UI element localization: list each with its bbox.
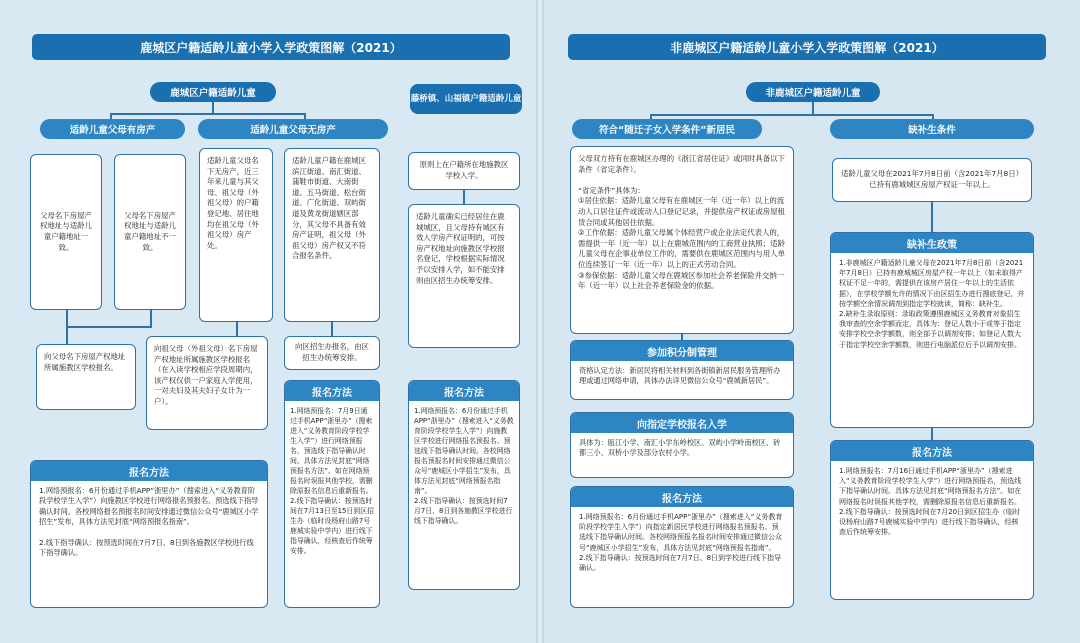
- no-house-label: 适龄儿童父母无房产: [198, 119, 388, 139]
- method-section-middle: [284, 380, 380, 608]
- method-text-migrant: 1.网络预报名：6月份通过手机APP“浙里办”（搜索进入“义务教育阶段学校学生入学”）向指定新居民学校进行网络报名预报名、预选线下指导确认时间。各校网络预报名报名时间安排通过微信公众号“鹿城区小学招生”发布，具体方法见封底“网络预报名指南”。 2.线下指导确认：按预选时间在7月7日、8日到学校进行线下指导确认。: [579, 513, 783, 573]
- school-text: 具体为：瓯江小学、南汇小学东岭校区、双屿小学岭南校区、砖都三小、双桥小学及部分农村小学。: [579, 438, 781, 458]
- right-page: [540, 0, 1080, 643]
- box-town-city-live: 适龄儿童确实已经居住在鹿城城区，且父母持有城区有效入学房产权证明的，可按房产权地址向施教区学校报名登记，学校根据实际情况予以安排入学，如不能安排则由区招生办统筹安排。: [408, 204, 520, 348]
- box-grandparents-house: 适龄儿童父母名下无房产，近三年来儿童与其父母、祖父母（外祖父母）的户籍登记地、居住地均在祖父母（外祖父母）房产处。: [199, 148, 273, 322]
- method-text-middle: 1.网络预报名：7月9日通过手机APP“浙里办”（搜索进入“义务教育阶段学校学生入学”）进行网络预报名，预选线下指导确认时间。具体方法见封底“网络预报名方法”。如在网络预报名时误报其他学校，需删除原报名信息后重新报名。 2.线下指导确认：按预选时间在7月13日至15日到区招生办（临时设杨府山路7号鹿城实验中学内）进行线下指导确认，经核查后作统筹安排。: [290, 407, 374, 555]
- method-title: 报名方法: [409, 381, 519, 401]
- right-page-title: 非鹿城区户籍适龄儿童小学入学政策图解（2021）: [568, 34, 1046, 60]
- method-title: 报名方法: [31, 461, 267, 481]
- school-title: 向指定学校报名入学: [571, 413, 793, 433]
- policy-title: 缺补生政策: [831, 233, 1033, 253]
- connector: [931, 428, 933, 440]
- box-address-different: 父母名下房屋产权地址与适龄儿童户籍地址不一致。: [114, 154, 186, 310]
- method-section-migrant: [570, 486, 794, 608]
- migrant-conditions: 父母双方持有在鹿城区办理的《浙江省居住证》或同时具备以下条件（省定条件）。 “省定条件”具体为： ①居住依据：适龄儿童父母有在鹿城区一年（近一年）以上的流动人口居住证件或流动人口登记记录，并提供房产权证或房屋租赁合同或其他居住依据。 ②工作依据：适龄儿童父母属个体经营户或企业法定代表人的，需提供一年（近一年）以上在鹿城范围内的工商营业执照；适龄儿童父母在企事业单位工作的，需要供在鹿城区范围内与用人单位连续签订一年（近一年）以上的正式劳动合同。 ③参保依据：适龄儿童父母在鹿城区参加社会养老保险并交纳一年（近一年）以上社会养老保险金的依据。: [570, 146, 794, 334]
- supplement-branch-label: 缺补生条件: [830, 119, 1034, 139]
- supplement-conditions: 适龄儿童父母在2021年7月8日前（含2021年7月8日）已持有鹿城城区房屋产权证一年以上。: [832, 158, 1032, 202]
- left-root-label: 鹿城区户籍适龄儿童: [150, 82, 276, 102]
- method-section-main: [30, 460, 268, 608]
- method-text-main: 1.网络预报名：6月份通过手机APP“浙里办”（搜索进入“义务教育阶段学校学生入学”）向施教区学校进行网络报名预报名、预选线下指导确认时间。各校网络报名预报名时间安排通过微信公众号“鹿城区小学招生”发布，具体方法见封底“网络预报名指南”。 2.线下指导确认：按预选时间在7月7日、8日到各施教区学校进行线下指导确认。: [39, 486, 259, 558]
- connector: [110, 113, 306, 115]
- box-register-district-office: 向区招生办报名，由区招生办统筹安排。: [284, 336, 380, 370]
- box-address-same: 父母名下房屋产权地址与适龄儿童户籍地址一致。: [30, 154, 102, 310]
- policy-text: 1.非鹿城区户籍适龄儿童父母在2021年7月8日前（含2021年7月8日）已持有鹿城城区房屋产权一年以上（如未取得产权证不足一年的，需提供在该房产居住一年以上的生活依据），在学校学额允许的情况下由区招生办进行搜底登记，并按学额空余情况调剂到指定学校就读，简称：缺补生。 2.缺补生录取原则：录取政策遵照鹿城区义务教育对象招生我审查的空余学额而定，具体为：登记人数小于或等于指定安排学校空余学额数，则全部予以调剂安排；如登记人数大于指定学校空余学额数，则进行电脑派位后予以调剂安排。: [839, 259, 1025, 349]
- book-spine: [536, 0, 544, 643]
- method-title: 报名方法: [571, 487, 793, 507]
- points-title: 参加积分制管理: [571, 341, 793, 361]
- method-title: 报名方法: [285, 381, 379, 401]
- connector: [150, 310, 152, 326]
- method-text-town: 1.网络预报名：6月份通过手机APP“浙里办”（搜索进入“义务教育阶段学校学生入学”）向施教区学校进行网络报名预报名、预选线下指导确认时间。各校网络报名预报名时间安排通过微信公众号“鹿城区小学招生”发布，具体方法见封底“网络预报名指南”。 2.线下指导确认：按预选时间7月7日、8日到各施教区学校进行线下指导确认。: [414, 407, 514, 525]
- method-section-supplement: [830, 440, 1034, 600]
- connector: [236, 322, 238, 336]
- box-city-no-house: 适龄儿童户籍在鹿城区滨江街道、南汇街道、蒲鞋市街道、大南街道、五马街道、松台街道、广化街道、双屿街道及黄龙街道辖区部分，其父母不具备有效房产证明，祖父母（外祖父母）房产权又不符合报名条件。: [284, 148, 380, 322]
- policy-section: [830, 232, 1034, 428]
- migrant-branch-label: 符合“随迁子女入学条件”新居民: [572, 119, 762, 139]
- left-page-title: 鹿城区户籍适龄儿童小学入学政策图解（2021）: [32, 34, 510, 60]
- connector: [331, 322, 333, 336]
- method-text-supplement: 1.网络预报名：7月16日通过手机APP“浙里办”（搜索进入“义务教育阶段学校学生入学”）进行网络预报名，预选线下指导确认时间。具体方法见封底“网络预报名方法”。如在网络报名时误报其他学校，需删除原报名信息后重新报名。 2.线下指导确认：按预选时间在7月20日到区招生办（临时设杨府山路7号鹿城实验中学内）进行线下指导确认，经核查后作统筹安排。: [839, 467, 1022, 537]
- connector: [66, 326, 152, 328]
- has-house-label: 适龄儿童父母有房产: [40, 119, 185, 139]
- method-title: 报名方法: [831, 441, 1033, 461]
- box-register-parent-school: 向父母名下房屋产权地址所属施教区学校报名。: [36, 344, 136, 410]
- left-side-label: 藤桥镇、山福镇户籍适龄儿童: [410, 84, 522, 114]
- connector: [931, 202, 933, 232]
- right-root-label: 非鹿城区户籍适龄儿童: [746, 82, 880, 102]
- box-register-grandparent-school: 向祖父母（外祖父母）名下房屋产权地址所属施教区学校报名（在入读学校相应学段周期内，该产权仅供一户家庭入学使用，一对夫妇及其夫妇子女计为一户）。: [146, 336, 268, 430]
- connector: [463, 190, 465, 204]
- box-town-principle: 原则上在户籍所在地施教区学校入学。: [408, 152, 520, 190]
- connector: [650, 114, 934, 116]
- school-section: [570, 412, 794, 478]
- points-section: [570, 340, 794, 400]
- method-section-town: [408, 380, 520, 590]
- points-text: 资格认定方法：新居民将相关材料到各街镇新居民服务管理所办理或通过网络申请，具体办法详见微信公众号“鹿城新居民”。: [579, 366, 781, 386]
